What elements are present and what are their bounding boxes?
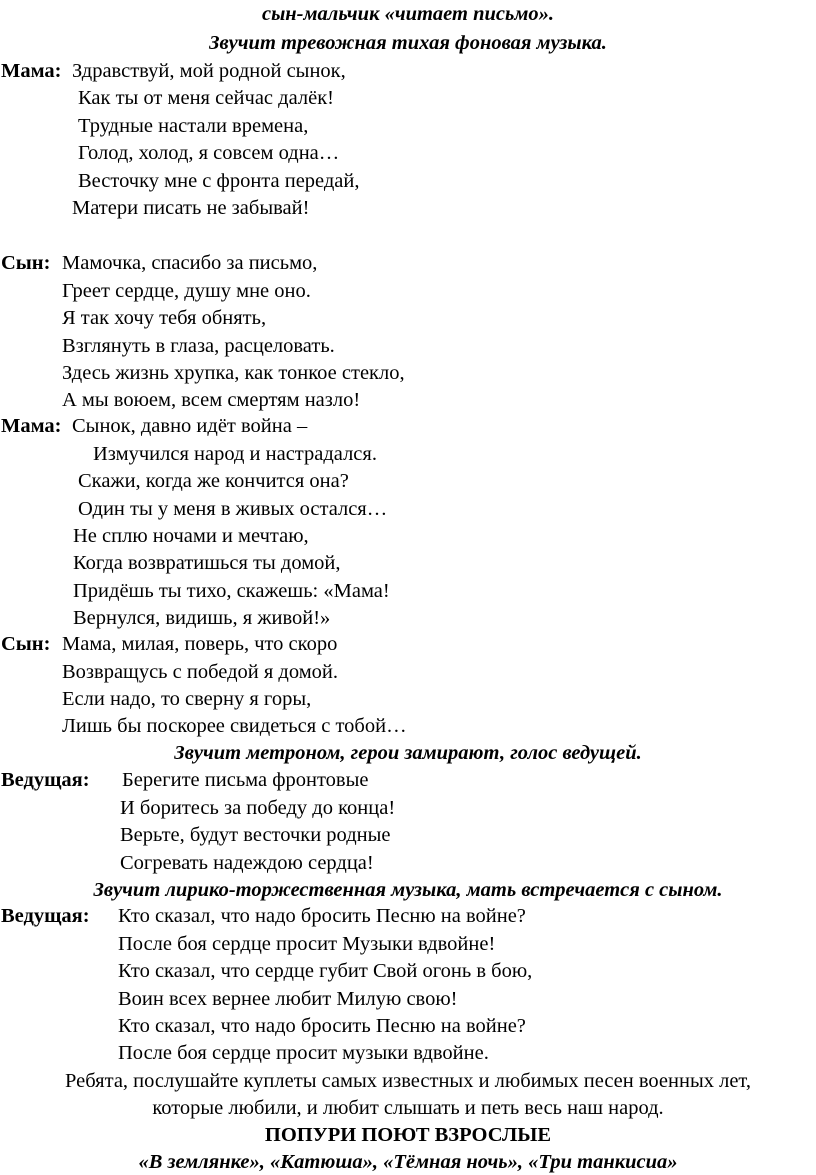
verse-text: Сынок, давно идёт война – — [72, 415, 308, 437]
verse-text: Один ты у меня в живых остался… — [78, 498, 388, 520]
stage-direction: Звучит тревожная тихая фоновая музыка. — [209, 32, 607, 54]
verse-text: Воин всех вернее любит Милую свою! — [118, 988, 458, 1010]
verse-text: Не сплю ночами и мечтаю, — [73, 525, 309, 547]
verse-text: Придёшь ты тихо, скажешь: «Мама! — [73, 580, 390, 602]
verse-text: Мама, милая, поверь, что скоро — [62, 633, 338, 655]
stage-direction: Звучит метроном, герои замирают, голос ведущей. — [174, 742, 642, 764]
verse-text: Весточку мне с фронта передай, — [78, 170, 360, 192]
verse-text: Лишь бы поскорее свидеться с тобой… — [62, 715, 407, 737]
closing-text: которые любили, и любит слышать и петь весь наш народ. — [152, 1097, 664, 1119]
verse-text: Согревать надеждою сердца! — [120, 852, 374, 874]
verse-text: Голод, холод, я совсем одна… — [78, 142, 340, 164]
verse-text: Берегите письма фронтовые — [122, 769, 369, 791]
section-heading: ПОПУРИ ПОЮТ ВЗРОСЛЫЕ — [264, 1124, 552, 1146]
verse-text: Кто сказал, что надо бросить Песню на войне? — [118, 1015, 526, 1037]
verse-text: Трудные настали времена, — [78, 115, 309, 137]
speaker-label: Мама: — [1, 415, 62, 437]
song-list: «В землянке», «Катюша», «Тёмная ночь», «Три танкисиа» — [138, 1151, 678, 1173]
verse-text: Мамочка, спасибо за письмо, — [62, 252, 318, 274]
speaker-label: Ведущая: — [1, 905, 90, 927]
verse-text: Когда возвратишься ты домой, — [73, 552, 341, 574]
verse-text: Здесь жизнь хрупка, как тонкое стекло, — [62, 362, 405, 384]
verse-text: Греет сердце, душу мне оно. — [62, 280, 311, 302]
verse-text: Если надо, то сверну я горы, — [62, 688, 312, 710]
speaker-label: Мама: — [1, 60, 62, 82]
verse-text: Возвращусь с победой я домой. — [62, 661, 339, 683]
verse-text: Скажи, когда же кончится она? — [78, 470, 349, 492]
verse-text: Верьте, будут весточки родные — [120, 824, 391, 846]
speaker-label: Ведущая: — [1, 769, 90, 791]
verse-text: Кто сказал, что сердце губит Свой огонь в бою, — [118, 960, 533, 982]
verse-text: После боя сердце просит музыки вдвойне. — [118, 1042, 489, 1064]
verse-text: Я так хочу тебя обнять, — [62, 307, 267, 329]
verse-text: И боритесь за победу до конца! — [120, 797, 396, 819]
verse-text: Взглянуть в глаза, расцеловать. — [62, 335, 335, 357]
verse-text: Матери писать не забывай! — [72, 197, 310, 219]
speaker-label: Сын: — [1, 252, 51, 274]
speaker-label: Сын: — [1, 633, 51, 655]
verse-text: Здравствуй, мой родной сынок, — [72, 60, 346, 82]
verse-text: А мы воюем, всем смертям назло! — [62, 389, 361, 411]
verse-text: После боя сердце просит Музыки вдвойне! — [118, 933, 496, 955]
stage-direction: Звучит лирико-торжественная музыка, мать встречается с сыном. — [93, 879, 723, 901]
verse-text: Как ты от меня сейчас далёк! — [78, 87, 334, 109]
stage-direction: сын-мальчик «читает письмо». — [261, 3, 555, 25]
verse-text: Измучился народ и настрадался. — [93, 443, 377, 465]
closing-text: Ребята, послушайте куплеты самых известных и любимых песен военных лет, — [65, 1070, 751, 1092]
verse-text: Кто сказал, что надо бросить Песню на войне? — [118, 905, 526, 927]
verse-text: Вернулся, видишь, я живой!» — [73, 607, 331, 629]
